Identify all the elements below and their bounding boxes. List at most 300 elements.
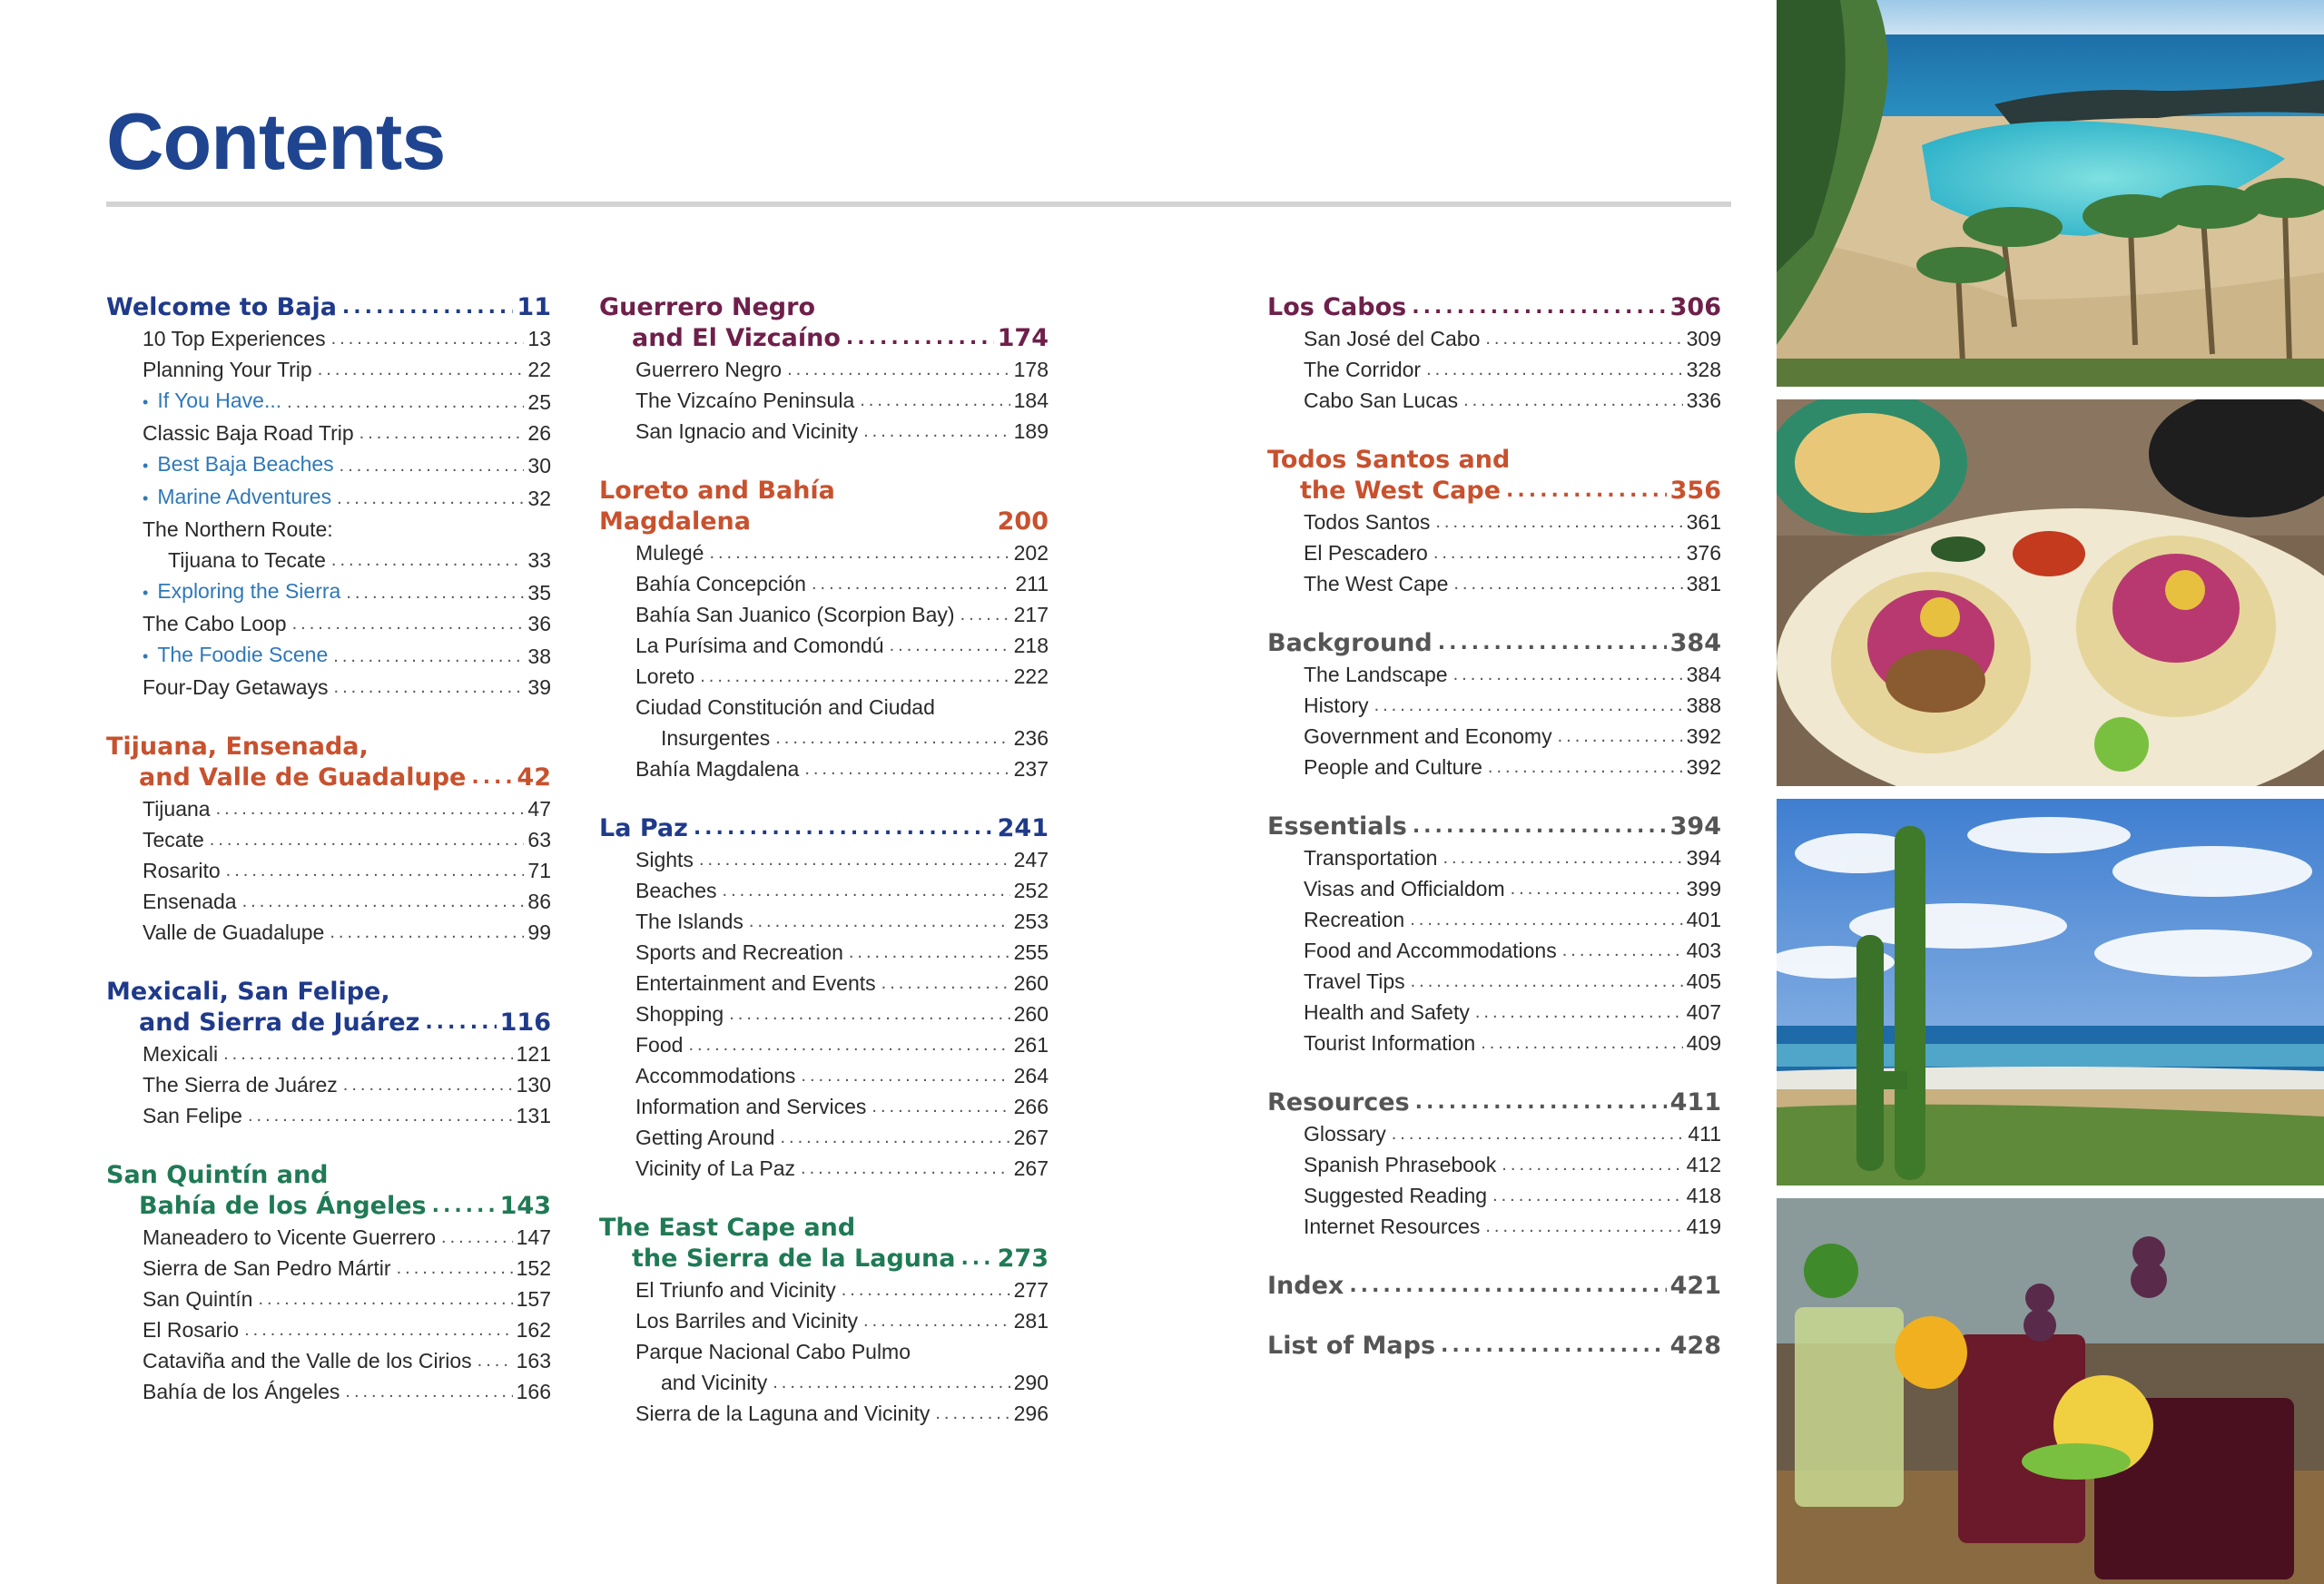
entry-label <box>143 481 331 514</box>
toc-entry[interactable] <box>599 354 1049 385</box>
toc-entry[interactable] <box>1267 690 1721 721</box>
toc-entry[interactable] <box>599 1305 1049 1336</box>
entry-page-number: 309 <box>1686 327 1721 350</box>
title-rule <box>106 202 1731 207</box>
entry-page-number: 281 <box>1013 1309 1049 1333</box>
entry-label <box>143 1222 436 1253</box>
entry-text: Vicinity of La Paz <box>635 1156 796 1180</box>
dot-leader <box>292 608 525 639</box>
dot-leader <box>1349 1271 1666 1302</box>
dot-leader <box>812 568 1011 599</box>
dot-leader <box>1415 1087 1667 1118</box>
entry-page-number: 157 <box>516 1287 551 1311</box>
dot-leader <box>1492 1180 1683 1211</box>
toc-entry[interactable] <box>106 385 551 418</box>
entry-page-number: 394 <box>1686 846 1721 870</box>
entry-text: Ensenada <box>143 890 237 913</box>
section-heading-line <box>1267 292 1721 323</box>
entry-text: and Vicinity <box>661 1371 768 1394</box>
section-page-number: 273 <box>997 1245 1049 1273</box>
toc-entry[interactable] <box>599 1336 1049 1367</box>
entry-page-number: 99 <box>527 920 551 944</box>
section-heading-line <box>106 1191 551 1222</box>
entry-page-number: 218 <box>1013 634 1049 657</box>
section-page-number: 384 <box>1669 629 1721 657</box>
section-heading[interactable] <box>106 292 551 323</box>
toc-entry[interactable] <box>106 824 551 855</box>
entry-label <box>143 1253 391 1284</box>
dot-leader <box>441 1222 513 1253</box>
toc-entry[interactable] <box>599 385 1049 416</box>
entry-page-number: 25 <box>527 390 551 414</box>
entry-text: The Sierra de Juárez <box>143 1073 338 1097</box>
dot-leader <box>1453 659 1683 690</box>
section-heading-line <box>1267 476 1721 507</box>
entry-label <box>143 1038 218 1069</box>
dot-leader <box>780 1122 1009 1153</box>
entry-label <box>635 661 694 692</box>
toc-entry[interactable] <box>599 661 1049 692</box>
toc-entry[interactable] <box>599 599 1049 630</box>
entry-text: Maneadero to Vicente Guerrero <box>143 1225 437 1249</box>
entry-label <box>1304 385 1458 416</box>
dot-leader <box>694 813 994 844</box>
dot-leader <box>1502 1149 1682 1180</box>
entry-label <box>1304 842 1437 873</box>
entry-page-number: 399 <box>1686 877 1721 900</box>
entry-text: The Northern Route: <box>143 517 333 541</box>
dot-leader <box>333 641 524 672</box>
entry-label <box>1304 904 1404 935</box>
section-heading-line <box>599 323 1049 354</box>
entry-page-number: 236 <box>1013 726 1049 750</box>
section-page-number: 42 <box>517 763 551 792</box>
entry-text: Tecate <box>143 828 204 851</box>
entry-label <box>143 608 287 639</box>
entry-page-number: 63 <box>527 828 551 851</box>
toc-entry[interactable] <box>599 1122 1049 1153</box>
dot-leader <box>775 723 1009 753</box>
entry-text: Bahía de los Ángeles <box>143 1380 340 1403</box>
dot-leader <box>242 886 525 917</box>
entry-page-number: 86 <box>527 890 551 913</box>
dot-leader <box>1426 354 1683 385</box>
dot-leader <box>890 630 1010 661</box>
toc-entry[interactable] <box>106 418 551 448</box>
toc-entry[interactable] <box>1267 997 1721 1028</box>
toc-entry[interactable] <box>106 576 551 608</box>
toc-entry[interactable] <box>599 1091 1049 1122</box>
section-heading-line <box>1267 1087 1721 1118</box>
section-title: La Paz <box>599 814 688 842</box>
entry-page-number: 252 <box>1013 879 1049 902</box>
toc-entry[interactable] <box>599 1153 1049 1184</box>
toc-entry[interactable] <box>599 875 1049 906</box>
toc-column-2 <box>599 292 1049 1458</box>
entry-text: Beaches <box>635 879 717 902</box>
entry-page-number: 376 <box>1686 541 1721 565</box>
toc-section <box>1267 1331 1721 1362</box>
toc-entry[interactable] <box>106 354 551 385</box>
entry-label <box>635 1029 683 1060</box>
dot-leader <box>860 385 1009 416</box>
entry-label <box>1304 1028 1475 1058</box>
toc-entry[interactable] <box>106 1222 551 1253</box>
dot-leader <box>1475 997 1683 1028</box>
section-heading-line <box>599 1244 1049 1274</box>
entry-page-number: 189 <box>1013 419 1049 443</box>
section-heading[interactable] <box>599 1213 1049 1274</box>
toc-section <box>599 813 1049 1184</box>
entry-label <box>1304 935 1557 966</box>
entry-label <box>635 1336 911 1367</box>
toc-entry[interactable] <box>1267 354 1721 385</box>
entry-label <box>635 1153 795 1184</box>
toc-section <box>1267 292 1721 416</box>
entry-text: Cabo San Lucas <box>1304 389 1459 412</box>
dot-leader <box>478 1345 513 1376</box>
dot-leader <box>1558 721 1683 752</box>
dot-leader <box>699 844 1010 875</box>
entry-page-number: 32 <box>527 487 551 510</box>
section-title: and Sierra de Juárez <box>139 1008 420 1037</box>
entry-label <box>635 968 876 999</box>
entry-text: Suggested Reading <box>1304 1184 1488 1207</box>
entry-label <box>635 692 935 723</box>
entry-label <box>143 793 211 824</box>
toc-entry[interactable] <box>599 1367 1049 1398</box>
entry-text: Bahía San Juanico (Scorpion Bay) <box>635 603 955 626</box>
entry-page-number: 222 <box>1013 664 1049 688</box>
dot-leader <box>226 855 525 886</box>
entry-label <box>635 844 694 875</box>
toc-entry[interactable] <box>599 1398 1049 1429</box>
entry-text: Valle de Guadalupe <box>143 920 325 944</box>
entry-label <box>143 1345 472 1376</box>
section-page-number: 143 <box>499 1192 551 1220</box>
entry-label <box>635 937 843 968</box>
section-page-number: 241 <box>997 814 1049 842</box>
toc-entry[interactable] <box>599 1274 1049 1305</box>
entry-page-number: 247 <box>1013 848 1049 871</box>
entry-page-number: 130 <box>516 1073 551 1097</box>
toc-entry[interactable] <box>599 937 1049 968</box>
section-heading[interactable] <box>1267 1331 1721 1362</box>
section-page-number: 11 <box>517 293 551 321</box>
toc-entry[interactable] <box>106 1376 551 1407</box>
section-heading-line <box>599 813 1049 844</box>
toc-entry[interactable] <box>599 1029 1049 1060</box>
entry-label <box>635 1060 795 1091</box>
entry-text: Glossary <box>1304 1122 1386 1146</box>
entry-page-number: 267 <box>1013 1126 1049 1149</box>
entry-label <box>143 1314 239 1345</box>
toc-entry[interactable] <box>106 1345 551 1376</box>
section-heading[interactable] <box>1267 292 1721 323</box>
toc-entry[interactable] <box>106 1069 551 1100</box>
entry-label <box>635 1305 858 1336</box>
section-heading[interactable] <box>106 1160 551 1222</box>
toc-entry[interactable] <box>106 1253 551 1284</box>
toc-entry[interactable] <box>599 968 1049 999</box>
dot-leader <box>723 875 1010 906</box>
entry-page-number: 178 <box>1013 358 1049 381</box>
entry-label <box>143 1284 252 1314</box>
entry-label <box>1304 1180 1487 1211</box>
bullet-icon: • <box>143 457 149 475</box>
entry-page-number: 405 <box>1686 969 1721 993</box>
dot-leader <box>1435 507 1682 537</box>
entry-text: The Corridor <box>1304 358 1422 381</box>
toc-entry[interactable] <box>1267 842 1721 873</box>
dot-leader <box>359 418 525 448</box>
section-heading[interactable] <box>106 977 551 1038</box>
dot-leader <box>1433 537 1683 568</box>
entry-label <box>1304 1211 1480 1242</box>
toc-entry[interactable] <box>106 1314 551 1345</box>
section-heading-line <box>1267 812 1721 842</box>
toc-entry[interactable] <box>599 906 1049 937</box>
toc-entry[interactable] <box>1267 1028 1721 1058</box>
entry-text: Four-Day Getaways <box>143 675 329 699</box>
cactus-photo <box>1777 799 2324 1186</box>
toc-section <box>106 292 551 703</box>
section-title: List of Maps <box>1267 1332 1436 1360</box>
section-title: and El Vizcaíno <box>632 324 841 352</box>
toc-section <box>106 1160 551 1407</box>
entry-label <box>143 385 281 418</box>
dot-leader <box>1441 1331 1667 1362</box>
toc-entry[interactable] <box>1267 659 1721 690</box>
toc-entry[interactable] <box>106 672 551 703</box>
entry-text: San Quintín <box>143 1287 253 1311</box>
dot-leader <box>331 323 525 354</box>
dot-leader <box>1481 1028 1682 1058</box>
entry-page-number: 184 <box>1013 389 1049 412</box>
dot-leader <box>709 537 1009 568</box>
toc-entry[interactable] <box>599 999 1049 1029</box>
section-title: and Valle de Guadalupe <box>139 763 467 792</box>
toc-entry[interactable] <box>106 793 551 824</box>
entry-page-number: 407 <box>1686 1000 1721 1024</box>
entry-text: El Pescadero <box>1304 541 1428 565</box>
toc-entry[interactable] <box>599 416 1049 447</box>
entry-label <box>1304 997 1470 1028</box>
beach-photo <box>1777 0 2324 387</box>
entry-text: Marine Adventures <box>157 485 332 508</box>
entry-text: History <box>1304 694 1369 717</box>
entry-text: Mulegé <box>635 541 704 565</box>
entry-label <box>1304 966 1405 997</box>
entry-text: Cataviña and the Valle de los Cirios <box>143 1349 472 1372</box>
entry-text: Spanish Phrasebook <box>1304 1153 1497 1176</box>
entry-text: Accommodations <box>635 1064 796 1087</box>
entry-label <box>635 1091 866 1122</box>
entry-label <box>143 576 340 608</box>
toc-entry[interactable] <box>106 1284 551 1314</box>
entry-text: Health and Safety <box>1304 1000 1470 1024</box>
entry-text: Food and Accommodations <box>1304 939 1557 962</box>
entry-text: Todos Santos <box>1304 510 1431 534</box>
entry-text: Planning Your Trip <box>143 358 312 381</box>
entry-text: San Felipe <box>143 1104 242 1127</box>
entry-page-number: 71 <box>527 859 551 882</box>
section-heading-line <box>106 1160 551 1191</box>
section-heading[interactable] <box>599 292 1049 354</box>
section-heading[interactable] <box>106 732 551 793</box>
entry-page-number: 409 <box>1686 1031 1721 1055</box>
section-page-number: 428 <box>1669 1332 1721 1360</box>
entry-page-number: 401 <box>1686 908 1721 931</box>
toc-entry[interactable] <box>106 855 551 886</box>
entry-label <box>1304 1118 1386 1149</box>
toc-entry[interactable] <box>1267 568 1721 599</box>
section-title: Bahía de los Ángeles <box>139 1192 427 1220</box>
section-heading[interactable] <box>599 476 1049 537</box>
entry-label <box>143 639 328 672</box>
entry-text: Rosarito <box>143 859 221 882</box>
dot-leader <box>1413 812 1667 842</box>
entry-text: Classic Baja Road Trip <box>143 421 354 445</box>
toc-entry[interactable] <box>106 917 551 948</box>
section-heading[interactable] <box>1267 1271 1721 1302</box>
entry-page-number: 296 <box>1013 1402 1049 1425</box>
toc-entry[interactable] <box>1267 1180 1721 1211</box>
entry-page-number: 121 <box>516 1042 551 1066</box>
toc-entry[interactable] <box>1267 904 1721 935</box>
entry-text: Internet Resources <box>1304 1215 1481 1238</box>
toc-entry[interactable] <box>106 1038 551 1069</box>
toc-entry[interactable] <box>1267 1211 1721 1242</box>
entry-text: El Rosario <box>143 1318 240 1342</box>
toc-entry[interactable] <box>106 323 551 354</box>
dot-leader <box>330 917 524 948</box>
toc-entry[interactable] <box>1267 537 1721 568</box>
toc-entry[interactable] <box>599 630 1049 661</box>
entry-label <box>635 1367 767 1398</box>
toc-section <box>1267 812 1721 1058</box>
entry-page-number: 147 <box>516 1225 551 1249</box>
section-heading-line <box>106 292 551 323</box>
entry-label <box>143 917 324 948</box>
dot-leader <box>248 1100 513 1131</box>
entry-page-number: 261 <box>1013 1033 1049 1057</box>
entry-page-number: 264 <box>1013 1064 1049 1087</box>
section-title: The East Cape and <box>599 1214 856 1242</box>
toc-entry[interactable] <box>599 537 1049 568</box>
entry-text: Tourist Information <box>1304 1031 1476 1055</box>
toc-column-1 <box>106 292 551 1436</box>
entry-label <box>635 385 854 416</box>
entry-label <box>635 354 782 385</box>
entry-page-number: 237 <box>1013 757 1049 781</box>
cocktails-photo <box>1777 1198 2324 1584</box>
section-heading[interactable] <box>599 813 1049 844</box>
entry-label <box>143 886 237 917</box>
entry-label <box>1304 873 1505 904</box>
dot-leader <box>1443 842 1682 873</box>
entry-text: Loreto <box>635 664 695 688</box>
toc-entry[interactable] <box>106 448 551 481</box>
toc-entry[interactable] <box>1267 1149 1721 1180</box>
toc-entry[interactable] <box>1267 966 1721 997</box>
section-title: Resources <box>1267 1088 1410 1117</box>
entry-page-number: 277 <box>1013 1278 1049 1302</box>
toc-entry[interactable] <box>1267 1118 1721 1149</box>
entry-page-number: 26 <box>527 421 551 445</box>
toc-entry[interactable] <box>106 608 551 639</box>
toc-entry[interactable] <box>106 886 551 917</box>
toc-entry[interactable] <box>106 1100 551 1131</box>
toc-entry[interactable] <box>106 639 551 672</box>
toc-entry[interactable] <box>599 568 1049 599</box>
toc-entry[interactable] <box>599 753 1049 784</box>
toc-entry[interactable] <box>599 692 1049 723</box>
entry-page-number: 412 <box>1686 1153 1721 1176</box>
entry-text: Parque Nacional Cabo Pulmo <box>635 1340 911 1363</box>
toc-entry[interactable] <box>1267 507 1721 537</box>
entry-text: The Foodie Scene <box>157 643 329 666</box>
dot-leader <box>337 483 524 514</box>
toc-entry[interactable] <box>599 723 1049 753</box>
entry-page-number: 163 <box>516 1349 551 1372</box>
entry-page-number: 253 <box>1013 910 1049 933</box>
dot-leader <box>425 1008 496 1038</box>
entry-text: 10 Top Experiences <box>143 327 326 350</box>
dot-leader <box>471 762 513 793</box>
entry-page-number: 30 <box>527 454 551 477</box>
entry-text: Bahía Concepción <box>635 572 806 595</box>
toc-entry[interactable] <box>599 1060 1049 1091</box>
toc-entry[interactable] <box>106 481 551 514</box>
toc-section <box>599 292 1049 447</box>
toc-entry[interactable] <box>599 844 1049 875</box>
toc-section <box>1267 1087 1721 1242</box>
toc-entry[interactable] <box>1267 752 1721 782</box>
toc-entry[interactable] <box>1267 873 1721 904</box>
dot-leader <box>935 1398 1009 1429</box>
entry-page-number: 266 <box>1013 1095 1049 1118</box>
toc-entry[interactable] <box>1267 385 1721 416</box>
entry-label <box>143 824 204 855</box>
section-heading[interactable] <box>1267 1087 1721 1118</box>
entry-label <box>635 599 955 630</box>
section-heading[interactable] <box>1267 445 1721 507</box>
toc-entry[interactable] <box>106 545 551 576</box>
dot-leader <box>881 968 1010 999</box>
section-heading[interactable] <box>1267 812 1721 842</box>
dot-leader <box>1411 966 1683 997</box>
dot-leader <box>804 753 1009 784</box>
section-heading[interactable] <box>1267 628 1721 659</box>
dot-leader <box>432 1191 497 1222</box>
entry-text: If You Have... <box>157 389 282 412</box>
entry-page-number: 166 <box>516 1380 551 1403</box>
entry-page-number: 217 <box>1013 603 1049 626</box>
dot-leader <box>1485 1211 1682 1242</box>
entry-text: Ciudad Constitución and Ciudad <box>635 695 935 719</box>
toc-entry[interactable] <box>106 514 551 545</box>
entry-page-number: 22 <box>527 358 551 381</box>
toc-entry[interactable] <box>1267 721 1721 752</box>
entry-text: San José del Cabo <box>1304 327 1481 350</box>
entry-page-number: 38 <box>527 644 551 668</box>
entry-text: Transportation <box>1304 846 1438 870</box>
entry-page-number: 388 <box>1686 694 1721 717</box>
toc-entry[interactable] <box>1267 935 1721 966</box>
toc-entry[interactable] <box>1267 323 1721 354</box>
entry-label <box>143 354 312 385</box>
